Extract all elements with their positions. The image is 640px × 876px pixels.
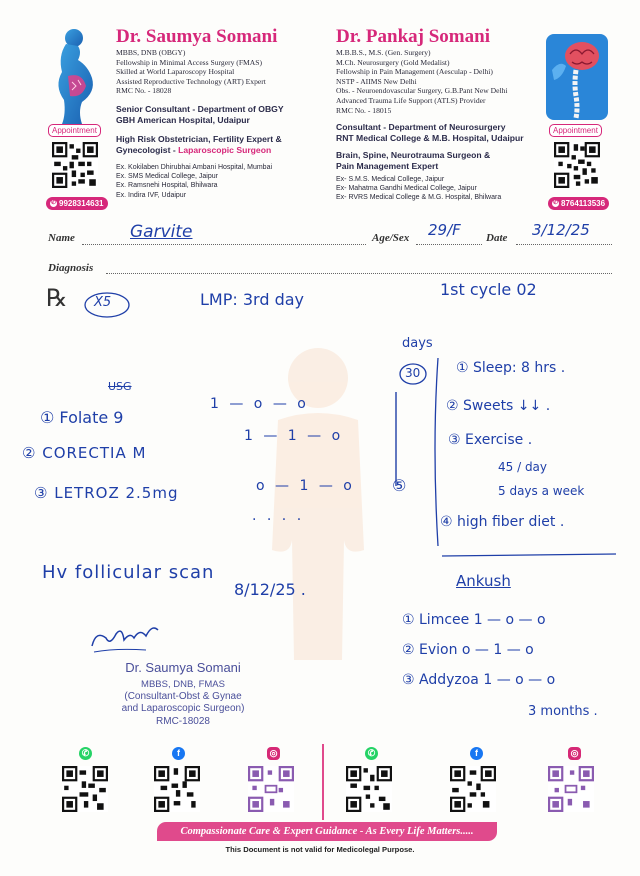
right-specialty-line: Brain, Spine, Neurotrauma Surgeon & — [336, 150, 491, 160]
right-doctor-experience — [336, 175, 501, 203]
facebook-qr-icon[interactable] — [450, 766, 496, 812]
right-credential-line: RMC No. - 18015 — [336, 105, 392, 115]
left-experience-line: Ex. Indira IVF, Udaipur — [116, 191, 187, 199]
right-experience-line: Ex- RVRS Medical College & M.G. Hospital, Bhilwara — [336, 194, 502, 202]
stamp-doctor-name: Dr. Saumya Somani — [125, 660, 241, 675]
hw-advice-2: ② Sweets ↓↓ . — [446, 398, 551, 414]
left-credential-line: Skilled at World Laparoscopy Hospital — [116, 67, 235, 77]
right-appointment-qr-icon[interactable] — [554, 142, 600, 188]
footer-tagline-banner: Compassionate Care & Expert Guidance - As Every Life Matters..... — [157, 822, 497, 841]
hw-days-number: 30 — [405, 366, 421, 380]
diagnosis-label: Diagnosis — [48, 262, 94, 274]
whatsapp-icon[interactable]: ✆ — [365, 747, 378, 760]
whatsapp-qr-icon[interactable] — [346, 766, 392, 812]
right-phone-badge[interactable] — [548, 197, 609, 210]
signature-icon — [86, 616, 166, 656]
hw-advice-4: ④ high fiber diet . — [440, 514, 565, 530]
right-doctor-position — [336, 122, 524, 143]
hw-right-medicine-1: ① Limcee 1 — o — o — [402, 612, 546, 628]
left-specialty-highlight: Laparoscopic Surgeon — [178, 144, 272, 155]
footer-disclaimer: This Document is not valid for Medicolegal Purpose. — [225, 845, 415, 854]
rx-symbol: ℞ — [46, 284, 68, 312]
stamp-degree: MBBS, DNB, FMAS — [141, 679, 225, 690]
hw-advice-3: ③ Exercise . — [448, 432, 533, 448]
pregnant-woman-illustration-icon — [48, 26, 100, 126]
right-experience-line: Ex- S.M.S. Medical College, Jaipur — [336, 176, 445, 183]
left-experience-line: Ex. SMS Medical College, Jaipur — [116, 173, 218, 181]
hw-medicine-3: ③ LETROZ 2.5mg — [34, 484, 179, 502]
right-phone-number: 8764113536 — [561, 199, 606, 208]
hw-duration: 3 months . — [528, 704, 598, 719]
left-experience-line: Ex. Ramsnehi Hospital, Bhilwara — [116, 182, 218, 190]
left-credential-line: RMC No. - 18028 — [116, 86, 172, 96]
right-position-line: Consultant - Department of Neurosurgery — [336, 122, 506, 132]
right-doctor-credentials — [336, 48, 507, 115]
stamp-registration: RMC-18028 — [156, 716, 210, 727]
hw-right-medicine-3: ③ Addyzoa 1 — o — o — [402, 672, 556, 688]
hw-scan-date: 8/12/25 . — [234, 580, 306, 599]
date-label: Date — [486, 232, 508, 244]
hw-follicular-note: Hv follicular scan — [42, 562, 215, 583]
hw-age-sex: 29/F — [428, 221, 461, 239]
hw-medicine-3-dose: o — 1 — o — [256, 478, 355, 494]
left-phone-badge[interactable] — [46, 197, 108, 210]
left-credential-line: MBBS, DNB (OBGY) — [116, 48, 186, 57]
right-credential-line: M.B.B.S., M.S. (Gen. Surgery) — [336, 48, 431, 57]
left-credential-line: Assisted Reproductive Technology (ART) Expert — [116, 76, 266, 86]
right-doctor-name: Dr. Pankaj Somani — [336, 26, 490, 47]
stamp-role: (Consultant-Obst & Gynae — [124, 691, 242, 702]
left-specialty-line: High Risk Obstetrician, Fertility Expert & — [116, 134, 282, 144]
hw-advice-1: ① Sleep: 8 hrs . — [456, 360, 566, 376]
right-position-line: RNT Medical College & M.B. Hospital, Udaipur — [336, 132, 524, 143]
right-credential-line: M.Ch. Neurosurgery (Gold Medalist) — [336, 57, 450, 67]
left-position-line: GBH American Hospital, Udaipur — [116, 114, 250, 125]
left-phone-number: 9928314631 — [59, 199, 104, 208]
instagram-qr-icon[interactable] — [548, 766, 594, 812]
hw-ankush-heading: Ankush — [456, 572, 511, 590]
hw-lmp-note: LMP: 3rd day — [200, 290, 304, 309]
left-appointment-qr-icon[interactable] — [52, 142, 98, 188]
hw-cycle-note: 1st cycle 02 — [440, 280, 537, 299]
left-specialty-prefix: Gynecologist - — [116, 144, 179, 155]
hw-medicine-1: ① Folate 9 — [40, 408, 124, 427]
hw-bracket-line — [384, 390, 404, 490]
right-appointment-label: Appointment — [549, 124, 602, 137]
left-specialty-line — [116, 145, 282, 156]
left-doctor-credentials — [116, 48, 266, 96]
hw-advice-3-schedule: 5 days a week — [498, 484, 585, 498]
watermark-figure-icon — [248, 340, 388, 660]
whatsapp-icon[interactable]: ✆ — [79, 747, 92, 760]
left-doctor-specialty — [116, 134, 282, 155]
right-specialty-line: Pain Management Expert — [336, 160, 439, 171]
facebook-qr-icon[interactable] — [154, 766, 200, 812]
hw-right-medicine-2: ② Evion o — 1 — o — [402, 642, 534, 658]
left-credential-line: Fellowship in Minimal Access Surgery (FMAS) — [116, 57, 263, 67]
facebook-icon[interactable]: f — [470, 747, 483, 760]
facebook-icon[interactable]: f — [172, 747, 185, 760]
hw-dots: . . . . — [252, 508, 305, 524]
left-appointment-label: Appointment — [48, 124, 101, 137]
right-credential-line: Advanced Trauma Life Support (ATLS) Provider — [336, 95, 486, 105]
hw-date: 3/12/25 — [532, 221, 590, 239]
left-experience-line: Ex. Kokilaben Dhirubhai Ambani Hospital, Mumbai — [116, 164, 273, 171]
age-sex-label: Age/Sex — [372, 232, 410, 244]
left-doctor-name: Dr. Saumya Somani — [116, 26, 278, 47]
right-credential-line: Fellowship in Pain Management (Aesculap - Delhi) — [336, 67, 493, 77]
age-sex-field-line — [416, 244, 482, 245]
left-doctor-experience — [116, 163, 272, 200]
right-doctor-specialty — [336, 150, 490, 171]
left-position-line: Senior Consultant - Department of OBGY — [116, 104, 284, 114]
hw-medicine-2: ② CORECTIA M — [22, 444, 147, 462]
hw-underline — [440, 550, 620, 560]
right-credential-line: NSTP - AIIMS New Delhi — [336, 76, 417, 86]
name-label: Name — [48, 232, 75, 244]
hw-days-label: days — [402, 336, 433, 351]
whatsapp-qr-icon[interactable] — [62, 766, 108, 812]
stamp-role-continued: and Laparoscopic Surgeon) — [121, 703, 245, 714]
phone-icon: ✆ — [552, 200, 559, 207]
brain-spine-illustration-icon — [546, 30, 608, 122]
name-field-line — [82, 244, 366, 245]
instagram-icon[interactable]: ◎ — [267, 747, 280, 760]
right-credential-line: Obs. - Neuroendovascular Surgery, G.B.Pant New Delhi — [336, 86, 508, 96]
right-experience-line: Ex- Mahatma Gandhi Medical College, Jaipur — [336, 185, 477, 193]
hw-medicine-3-days: ⑤ — [392, 476, 407, 495]
diagnosis-field-line — [106, 273, 612, 274]
hw-advice-3-detail: 45 / day — [498, 460, 548, 474]
hw-patient-name: Garvite — [130, 222, 193, 242]
phone-icon: ✆ — [50, 200, 57, 207]
footer-divider — [322, 744, 324, 820]
instagram-icon[interactable]: ◎ — [568, 747, 581, 760]
hw-medicine-2-dose: 1 — 1 — o — [244, 428, 344, 444]
hw-usg-note: USG — [108, 380, 132, 393]
instagram-qr-icon[interactable] — [248, 766, 294, 812]
hw-circled-note: X5 — [94, 295, 112, 310]
left-doctor-position — [116, 104, 284, 125]
date-field-line — [516, 244, 612, 245]
hw-medicine-1-dose: 1 — o — o — [210, 396, 309, 412]
